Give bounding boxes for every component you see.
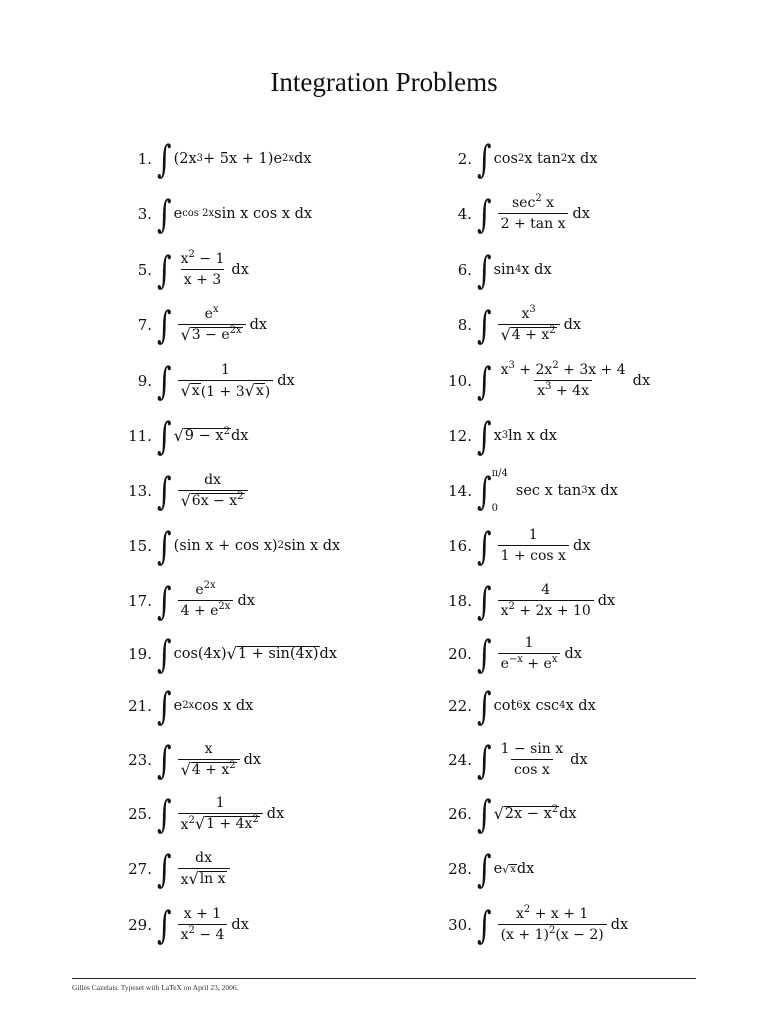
problem-item (120, 466, 252, 516)
integrand (494, 303, 582, 345)
problem-number: 2. (457, 150, 472, 168)
problem-number: 29. (128, 916, 152, 934)
denominator: √ $4 + x^2$ (178, 759, 240, 780)
problem-number: 23. (128, 751, 152, 769)
fraction (178, 582, 234, 620)
numerator: $e^x$ (204, 303, 219, 322)
problem-number: 6. (457, 261, 472, 279)
denominator: √ $4 + x^2$ (498, 324, 560, 345)
integrand (494, 906, 629, 944)
integrand (494, 635, 582, 673)
differential: dx (563, 317, 582, 333)
integral-sign: ∫ (477, 903, 492, 948)
differential: dx (572, 538, 591, 554)
differential: dx (237, 593, 255, 609)
integrand: e 2x cos x dx (173, 698, 254, 714)
problem-number: 20. (448, 645, 472, 663)
problem-number: 16. (448, 537, 472, 555)
differential: dx (632, 373, 651, 389)
numerator: 1 − sin x (500, 741, 564, 757)
fraction (498, 582, 594, 620)
denominator: 1 + cos x (498, 545, 569, 565)
numerator: 4 (541, 582, 551, 598)
integral-sign: ∫ (477, 303, 492, 348)
integral-sign: ∫ (157, 738, 172, 783)
integral-sign: ∫ (477, 792, 492, 837)
problem-item (440, 629, 582, 679)
footer-credit: Gilles Cazelais. Typeset with LaTeX on April 23, 2006. (72, 983, 239, 992)
problem-item (440, 735, 588, 785)
integral-sign: ∫ (157, 359, 172, 404)
problem-number: 30. (448, 916, 472, 934)
integrand (174, 795, 285, 834)
problem-item (120, 189, 312, 239)
denominator: $e^{-x} + e^x$ (498, 653, 561, 673)
numerator: x + 1 (183, 906, 222, 922)
numerator: 1 (524, 635, 534, 651)
differential: dx (564, 646, 582, 662)
integrand: sin 4 x dx (493, 262, 552, 278)
footer-divider (72, 978, 696, 979)
problem-item (440, 245, 552, 295)
differential: dx (231, 917, 249, 933)
fraction (498, 635, 561, 673)
denominator: cos x (511, 759, 553, 779)
problem-item (440, 789, 577, 839)
integral-sign: ∫ (157, 303, 172, 348)
problem-item (440, 576, 615, 626)
integrand (174, 251, 249, 289)
fraction (498, 741, 567, 779)
integrand (174, 741, 261, 780)
integral-sign: ∫ (477, 414, 492, 459)
problem-number: 19. (128, 645, 152, 663)
integral-sign: ∫ (477, 137, 492, 182)
problem-number: 26. (448, 805, 472, 823)
differential: dx (277, 373, 295, 389)
integral-sign: ∫ (157, 248, 172, 293)
upper-limit: π/4 (491, 468, 508, 479)
fraction (178, 795, 263, 834)
integral-sign: ∫ (477, 469, 492, 514)
fraction (178, 362, 274, 401)
integrand: e cos 2x sin x cos x dx (173, 206, 313, 222)
problem-number: 8. (457, 316, 472, 334)
integral-sign: ∫ (157, 579, 172, 624)
integral-sign: ∫ (157, 792, 172, 837)
fraction (178, 741, 240, 780)
integral-sign: ∫ (477, 684, 492, 729)
problem-item (440, 466, 618, 516)
problem-item (440, 521, 590, 571)
problem-number: 28. (448, 860, 472, 878)
integrand: cos(4x) √ 1 + sin(4x) dx (173, 644, 338, 663)
problem-number: 10. (448, 372, 472, 390)
problem-item (120, 300, 267, 350)
fraction (178, 472, 248, 511)
integrand: x 3 ln x dx (493, 428, 557, 444)
problem-item (120, 735, 261, 785)
problem-item (440, 134, 598, 184)
differential: dx (570, 752, 588, 768)
problem-number: 11. (128, 427, 152, 445)
integral-limits (492, 468, 508, 514)
integrand (494, 527, 591, 565)
differential: dx (231, 262, 249, 278)
denominator: √ $6x - x^2$ (178, 490, 248, 511)
denominator: $(x + 1)^2(x - 2)$ (498, 924, 607, 944)
numerator: $e^{2x}$ (195, 580, 216, 598)
differential: dx (610, 917, 629, 933)
numerator: $x^2 + x + 1$ (515, 904, 589, 922)
differential: dx (266, 806, 285, 822)
fraction (498, 527, 569, 565)
problem-item (120, 576, 255, 626)
problem-number: 1. (137, 150, 152, 168)
differential: dx (243, 752, 262, 768)
integral-sign: ∫ (157, 632, 172, 677)
numerator: $\sec^2 x$ (512, 193, 555, 211)
integrand: cot 6 x csc 4 x dx (493, 698, 596, 714)
integral-sign: ∫ (477, 192, 492, 237)
integral-sign: ∫ (157, 469, 172, 514)
fraction (178, 850, 230, 889)
numerator: 1 (220, 361, 230, 378)
problem-number: 5. (137, 261, 152, 279)
fraction (178, 251, 228, 289)
integrand: sec x tan 3 x dx (515, 483, 618, 499)
integral-sign: ∫ (477, 359, 492, 404)
differential: dx (597, 593, 616, 609)
denominator: √ $3 - e^{2x}$ (178, 324, 246, 345)
problem-number: 15. (128, 537, 152, 555)
integral-sign: ∫ (157, 524, 172, 569)
problem-item (440, 189, 590, 239)
numerator: $x^3 + 2x^2 + 3x + 4$ (500, 360, 626, 378)
problem-number: 7. (137, 316, 152, 334)
numerator: 1 (528, 527, 538, 543)
fraction (498, 362, 629, 400)
denominator: x √ ln x (178, 868, 230, 889)
integral-sign: ∫ (477, 248, 492, 293)
problem-item (120, 681, 253, 731)
integrand (494, 582, 616, 620)
integrand (174, 362, 295, 401)
denominator: $x^3 + 4x$ (534, 380, 592, 400)
numerator: dx (195, 849, 212, 866)
numerator: 1 (215, 794, 225, 811)
problem-number: 4. (457, 205, 472, 223)
lower-limit: 0 (491, 503, 498, 514)
integral-sign: ∫ (477, 632, 492, 677)
integrand: e √ x dx (493, 861, 535, 877)
problem-item (440, 411, 557, 461)
integral-sign: ∫ (157, 414, 172, 459)
integral-sign: ∫ (477, 524, 492, 569)
numerator: $x^3$ (521, 303, 536, 322)
problem-item (120, 844, 234, 894)
differential: dx (249, 317, 268, 333)
numerator: $x^2 - 1$ (180, 249, 225, 267)
integrand (494, 362, 651, 400)
integral-sign: ∫ (477, 738, 492, 783)
problem-number: 18. (448, 592, 472, 610)
problem-item (120, 245, 249, 295)
problem-number: 14. (448, 482, 472, 500)
integrand (174, 472, 252, 511)
denominator: $x^2 - 4$ (178, 924, 228, 944)
integrand (174, 303, 268, 345)
problem-item (440, 356, 650, 406)
problem-number: 21. (128, 697, 152, 715)
problem-item (120, 521, 340, 571)
integral-sign: ∫ (477, 579, 492, 624)
problem-item (440, 300, 581, 350)
problem-number: 17. (128, 592, 152, 610)
problem-number: 24. (448, 751, 472, 769)
problem-number: 13. (128, 482, 152, 500)
integrand (494, 741, 588, 779)
problem-item (120, 356, 295, 406)
denominator: 2 + tan x (498, 213, 569, 233)
integrand: √ $9 - x^2$ dx (173, 426, 249, 445)
denominator: $x^2 + 2x + 10$ (498, 600, 594, 620)
integral-sign: ∫ (157, 192, 172, 237)
integral-sign: ∫ (157, 137, 172, 182)
problem-number: 25. (128, 805, 152, 823)
integral-sign: ∫ (157, 903, 172, 948)
differential: dx (572, 206, 590, 222)
problem-item (120, 411, 248, 461)
integral-sign: ∫ (157, 684, 172, 729)
integrand (174, 582, 255, 620)
denominator: √ x (1 + 3 √ x ) (178, 380, 274, 401)
numerator: x (204, 740, 213, 757)
integrand: (sin x + cos x) 2 sin x dx (173, 538, 341, 554)
problem-item (120, 629, 337, 679)
fraction (498, 195, 569, 233)
integral-sign: ∫ (477, 847, 492, 892)
integral-sign: ∫ (157, 847, 172, 892)
problem-item (120, 789, 284, 839)
problem-item (440, 900, 628, 950)
integrand (494, 195, 590, 233)
denominator: $x^2$ √ $1 + 4x^2$ (178, 813, 263, 834)
denominator: $4 + e^{2x}$ (178, 600, 234, 620)
integrand: √ $2x - x^2$ dx (493, 804, 577, 823)
fraction (498, 303, 560, 345)
problem-item (120, 134, 312, 184)
integrand: (2x 3 + 5x + 1)e 2x dx (173, 151, 312, 167)
problem-item (120, 900, 249, 950)
denominator: x + 3 (181, 269, 224, 289)
fraction (498, 906, 607, 944)
fraction (178, 906, 228, 944)
problem-item (440, 681, 596, 731)
fraction (178, 303, 246, 345)
problem-number: 27. (128, 860, 152, 878)
problem-number: 22. (448, 697, 472, 715)
integrand: cos 2 x tan 2 x dx (493, 151, 598, 167)
page-title: Integration Problems (270, 67, 498, 97)
integrand (174, 906, 249, 944)
problem-item (440, 844, 534, 894)
numerator: dx (204, 471, 221, 488)
problem-number: 12. (448, 427, 472, 445)
problem-number: 9. (137, 372, 152, 390)
problem-number: 3. (137, 205, 152, 223)
integrand (174, 850, 234, 889)
